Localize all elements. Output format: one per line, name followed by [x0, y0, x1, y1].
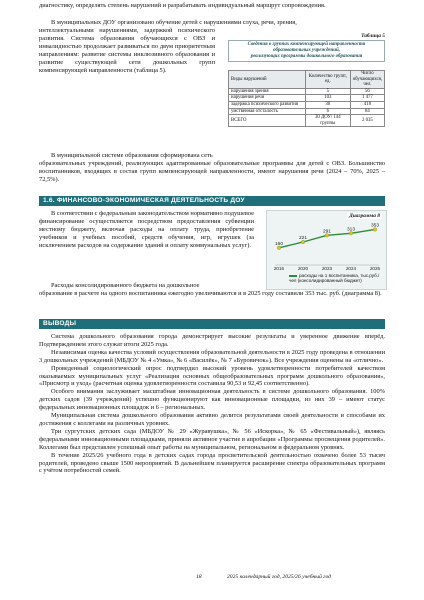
ovz-paragraph-intro: В муниципальных ДОУ организовано обучение детей с нарушениями слуха, речи, зрения,: [51, 19, 297, 26]
table-cell: 5: [305, 88, 350, 95]
header-students-count: Число обучающихся, чел.: [350, 71, 384, 89]
data-label: 221: [298, 236, 308, 242]
conclusions-paragraph: Три сургутских детских сада (МБДОУ № 29 «Журавушка», № 56 «Искорка», № 65 «Фестивальный»), являясь федеральными инновационными площадками, приняли активное участие в апробации «Программы просвещения родителей». Коллегами был представлен успешный опыт работы на муниципальном, региональном и федеральном уровнях.: [39, 427, 385, 451]
legend-swatch: [289, 275, 297, 277]
table-cell: 6: [305, 108, 350, 115]
table-cell: нарушения зрения: [229, 88, 306, 95]
table-cell: задержка психического развития: [229, 101, 306, 108]
budget-paragraph: образование в расчете на одного воспитанника ежегодно увеличиваются и в 2025 году составили 353 тыс. руб. (диаграмма 8).: [39, 290, 382, 297]
table-title-line: Сведения о группах компенсирующей направленности: [247, 42, 366, 47]
conclusions-paragraph: В течение 2025/26 учебного года в детских садах города просветительской деятельностью охвачено более 53 тысяч родителей, проведено свыше 1500 мероприятий. В дальнейшем планируется расширение спектра образовательных программ с учётом потребностей семей.: [39, 451, 385, 475]
chart-legend: [289, 273, 383, 284]
table-cell: умственная отсталость: [229, 108, 306, 115]
table-cell: нарушения речи: [229, 95, 306, 102]
conclusions-paragraph: Независимая оценка качества условий осуществления образовательной деятельности в 2025 году проведена в отношении 3 дошкольных учреждений (МБДОУ № 4 «Умка», № 6 «Василёк», № 7 «Буровичок»). Все учреждения оценены на «отлично».: [39, 348, 385, 364]
table-cell: 30 ДОУ/ 144 группы: [305, 115, 350, 127]
page-number: 18: [196, 574, 202, 580]
conclusions-body: [39, 333, 385, 475]
table-title: [228, 40, 385, 62]
budget-paragraph-intro: Расходы консолидированного бюджета на дошкольное: [51, 282, 200, 289]
x-tick-label: 2015: [273, 266, 285, 271]
table-cell: 56: [350, 88, 384, 95]
chart-container: [266, 210, 387, 290]
table-title-line: реализующих программы дошкольного образования: [250, 54, 363, 59]
x-tick-label: 2025: [369, 266, 381, 271]
table-cell: 103: [305, 95, 350, 102]
header-groups-count: Количество групп, ед.: [305, 71, 350, 89]
data-label: 160: [274, 241, 284, 247]
section-heading-finance: 1.6. ФИНАНСОВО-ЭКОНОМИЧЕСКАЯ ДЕЯТЕЛЬНОСТЬ ДОУ: [39, 196, 385, 206]
conclusions-paragraph: Особого внимания заслуживает масштабная инновационная деятельность в системе дошкольного образования. 100% детских садов (39 учреждений) успешно функционируют как инновационные площадки, из них 39 – имеют статус федеральных инновационных площадок и 6 – региональных.: [39, 388, 385, 412]
table-title-line: образовательных учреждений,: [273, 48, 340, 53]
x-tick-label: 2020: [297, 266, 309, 271]
footer-text: 2025 календарный год, 2025/26 учебный год: [227, 574, 332, 580]
table-cell: 84: [350, 108, 384, 115]
conclusions-paragraph: Система дошкольного образования города демонстрирует высокие результаты и уверенное движение вперёд. Подтверждением этого служат итоги 2025 года.: [39, 333, 385, 348]
table-caption: Таблица 5: [361, 33, 385, 39]
table-row: [229, 88, 385, 95]
table-total-row: [229, 115, 385, 127]
section-heading-conclusions: ВЫВОДЫ: [39, 319, 385, 329]
adapted-programs-paragraph: образовательных учреждений, реализующих адаптированные образовательные программы для детей с ОВЗ. Большинство воспитанников, входящих в состав групп компенсирующей направленности, имеют нарушения речи (2024 – 70%, 2025 – 72,5%).: [39, 160, 385, 183]
header-violation-type: Виды нарушений: [229, 71, 306, 89]
table-cell: 1 477: [350, 95, 384, 102]
table-5-block: [228, 33, 385, 127]
conclusions-paragraph: Проведенный социологический опрос подтвердил высокий уровень удовлетворенности потребителей качеством оказываемых муниципальных услуг «Реализация основных общеобразовательных программ дошкольного образования», «Присмотр и уход» (расчетная оценка удовлетворенности составила 90,53 и 92,45 соответственно).: [39, 364, 385, 388]
table-row: [229, 101, 385, 108]
chart-caption: Диаграмма 8: [349, 213, 380, 219]
table-cell: 2 035: [350, 115, 384, 127]
conclusions-paragraph: Муниципальная система дошкольного образования активно делится результатами своей деятельности и способами их достижения с коллегами на различных уровнях.: [39, 412, 385, 427]
groups-table: [228, 70, 385, 127]
table-row: [229, 108, 385, 115]
table-cell: 418: [350, 101, 384, 108]
adapted-programs-intro: В муниципальной системе образования сформирована сеть: [51, 152, 213, 159]
top-paragraph: диагностику, определять степень нарушений и разрабатывать индивидуальный маршрут сопровождения.: [39, 2, 326, 9]
table-cell: ВСЕГО: [229, 115, 306, 127]
table-row: [229, 95, 385, 102]
ovz-paragraph-body: интеллектуальными нарушениями, задержкой психического развития. Система образования обучающихся с ОВЗ и инвалидностью продолжает развиваться по двум приоритетным направлениям: развитие системы инклюзивного образования и развитие существующей сети дошкольных групп компенсирующей направленности (таблица 5).: [39, 27, 215, 74]
table-cell: 30: [305, 101, 350, 108]
legend-label: расходы на 1 воспитанника, тыс.руб./ чел (консолидированный бюджет): [289, 273, 380, 284]
x-tick-label: 2023: [321, 266, 333, 271]
table-header-row: [229, 71, 385, 89]
data-label: 313: [346, 227, 356, 233]
x-tick-label: 2024: [345, 266, 357, 271]
finance-paragraph: В соответствии с федеральным законодательством нормативно подушевое финансирование осуществляется посредством предоставления субвенции местному бюджету, включая расходы на оплату труда, приобретение учебников и учебных пособий, средств обучения, игр, игрушек (за исключением расходов на содержание зданий и оплату коммунальных услуг).: [39, 210, 254, 249]
data-label: 291: [322, 229, 332, 235]
data-label: 353: [370, 223, 380, 229]
